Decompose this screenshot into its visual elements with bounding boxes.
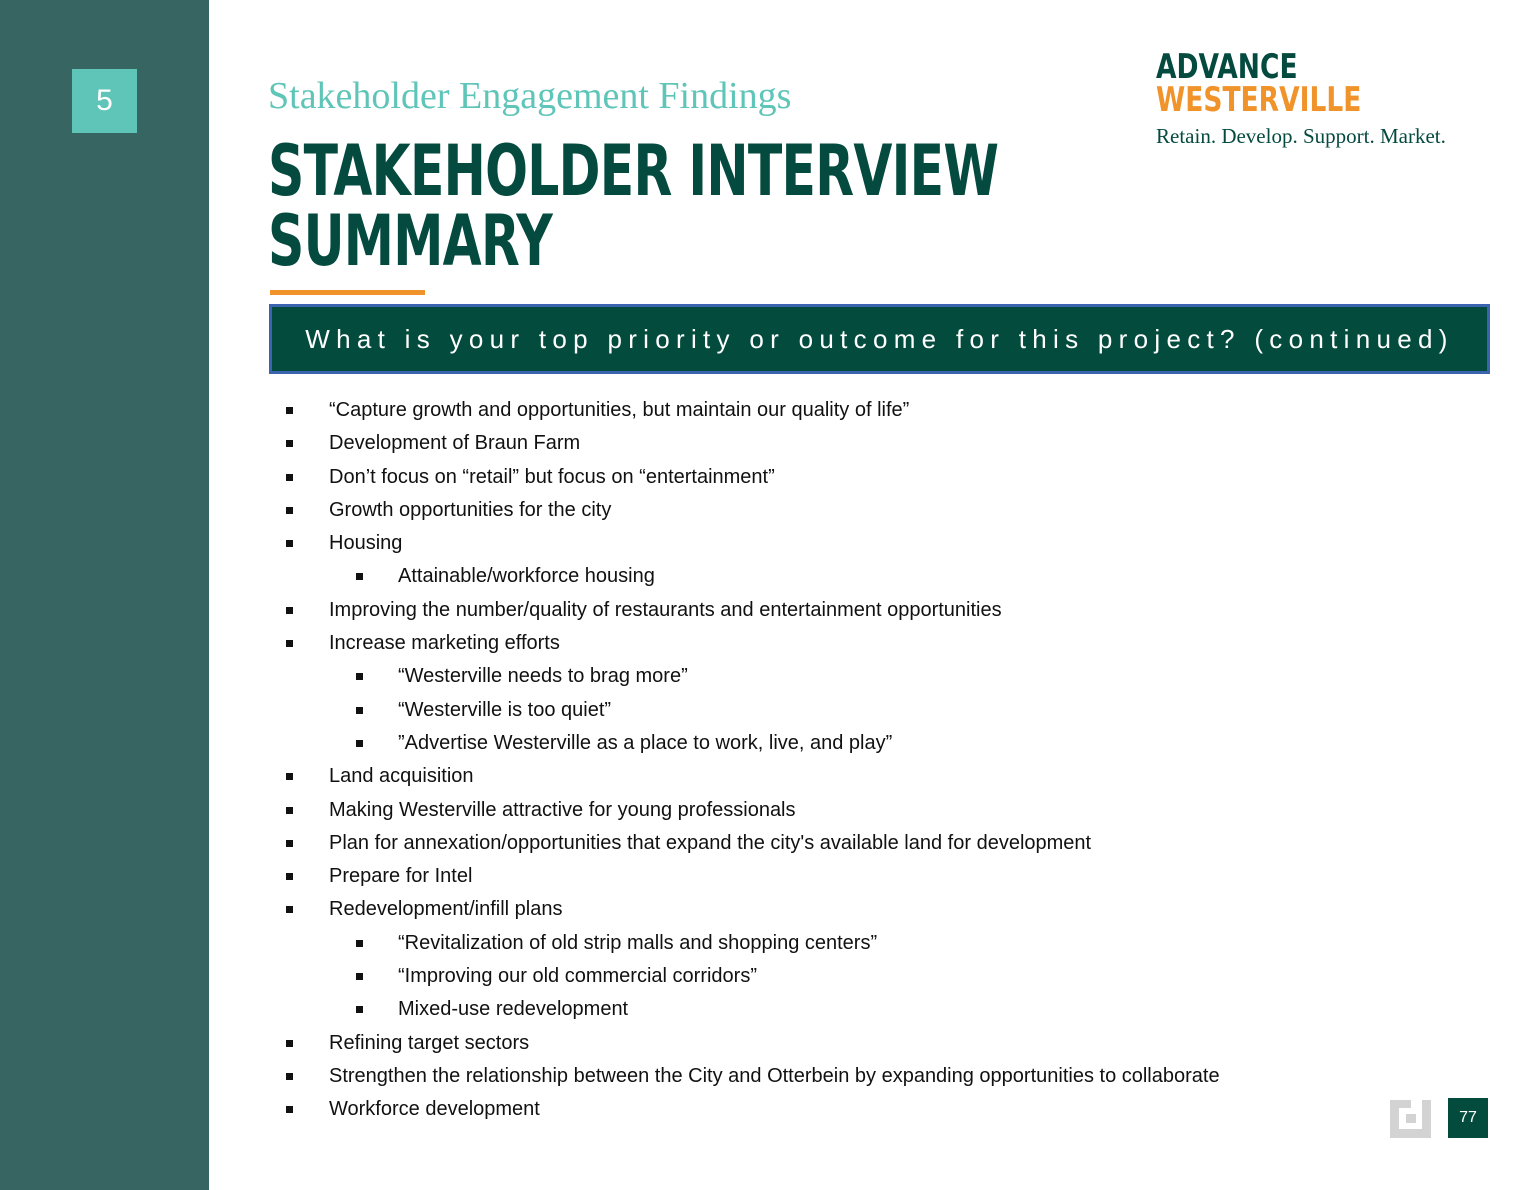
square-bullet-icon bbox=[286, 507, 293, 514]
square-bullet-icon bbox=[286, 1040, 293, 1047]
list-item-text: “Revitalization of old strip malls and shopping centers” bbox=[398, 931, 878, 954]
list-item bbox=[286, 1027, 1386, 1060]
logo-tagline: Retain. Develop. Support. Market. bbox=[1156, 124, 1446, 148]
square-bracket-logo-icon bbox=[1390, 1098, 1431, 1138]
square-bullet-icon bbox=[356, 940, 363, 947]
list-item-text: Increase marketing efforts bbox=[329, 632, 560, 655]
square-bullet-icon bbox=[356, 707, 363, 714]
square-bullet-icon bbox=[286, 474, 293, 481]
list-item-text: “Improving our old commercial corridors” bbox=[398, 965, 757, 988]
square-bullet-icon bbox=[286, 840, 293, 847]
list-item-text: Strengthen the relationship between the City and Otterbein by expanding opportunities to collaborate bbox=[329, 1064, 1220, 1087]
sub-list-item bbox=[286, 727, 1386, 760]
logo-advance: ADVANCE bbox=[1156, 47, 1298, 87]
list-item bbox=[286, 827, 1386, 860]
section-subtitle: Stakeholder Engagement Findings bbox=[268, 75, 792, 117]
square-bullet-icon bbox=[356, 740, 363, 747]
page-title bbox=[268, 130, 999, 282]
question-text: What is your top priority or outcome for this project? (continued) bbox=[305, 323, 1454, 354]
list-item-text: Improving the number/quality of restaurants and entertainment opportunities bbox=[329, 598, 1002, 621]
sub-list-item bbox=[286, 960, 1386, 993]
list-item-text: Development of Braun Farm bbox=[329, 432, 581, 455]
page-title-line-2: SUMMARY bbox=[268, 200, 553, 282]
square-bullet-icon bbox=[286, 407, 293, 414]
page-title-line-1: STAKEHOLDER INTERVIEW bbox=[268, 130, 999, 212]
list-item-text: Growth opportunities for the city bbox=[329, 498, 612, 521]
sub-list-item bbox=[286, 560, 1386, 593]
list-item-text: Attainable/workforce housing bbox=[398, 565, 655, 588]
question-banner bbox=[269, 304, 1490, 374]
list-item bbox=[286, 461, 1386, 494]
logo-westerville: WESTERVILLE bbox=[1156, 80, 1362, 120]
list-item-text: Land acquisition bbox=[329, 765, 474, 788]
list-item bbox=[286, 893, 1386, 926]
list-item-text: “Westerville needs to brag more” bbox=[398, 665, 688, 688]
list-item-text: Don’t focus on “retail” but focus on “entertainment” bbox=[329, 465, 775, 488]
square-bullet-icon bbox=[286, 873, 293, 880]
left-sidebar bbox=[0, 0, 209, 1190]
list-item-text: Workforce development bbox=[329, 1098, 540, 1121]
list-item-text: “Westerville is too quiet” bbox=[398, 698, 612, 721]
list-item-text: “Capture growth and opportunities, but maintain our quality of life” bbox=[329, 399, 910, 421]
sub-list-item bbox=[286, 927, 1386, 960]
list-item-text: Mixed-use redevelopment bbox=[398, 998, 629, 1021]
list-item-text: Housing bbox=[329, 532, 403, 555]
list-item-text: ”Advertise Westerville as a place to work, live, and play” bbox=[398, 731, 893, 754]
sub-list-item bbox=[286, 694, 1386, 727]
square-bullet-icon bbox=[286, 906, 293, 913]
list-item bbox=[286, 394, 1386, 427]
list-item bbox=[286, 794, 1386, 827]
list-item bbox=[286, 627, 1386, 660]
list-item-text: Making Westerville attractive for young professionals bbox=[329, 798, 796, 821]
square-bullet-icon bbox=[286, 440, 293, 447]
square-bullet-icon bbox=[286, 607, 293, 614]
list-item bbox=[286, 1060, 1386, 1093]
list-item bbox=[286, 760, 1386, 793]
list-item-text: Redevelopment/infill plans bbox=[329, 898, 563, 921]
page-number: 77 bbox=[1448, 1098, 1488, 1138]
square-bullet-icon bbox=[356, 1006, 363, 1013]
list-item bbox=[286, 860, 1386, 893]
list-item-text: Prepare for Intel bbox=[329, 865, 473, 888]
sub-list-item bbox=[286, 660, 1386, 693]
square-bullet-icon bbox=[286, 773, 293, 780]
bullet-list bbox=[286, 394, 1386, 1127]
list-item-text: Refining target sectors bbox=[329, 1031, 530, 1054]
list-item bbox=[286, 427, 1386, 460]
square-bullet-icon bbox=[286, 540, 293, 547]
square-bullet-icon bbox=[356, 973, 363, 980]
title-underline bbox=[270, 290, 425, 295]
square-bullet-icon bbox=[286, 1073, 293, 1080]
list-item bbox=[286, 594, 1386, 627]
list-item-text: Plan for annexation/opportunities that expand the city's available land for development bbox=[329, 831, 1092, 854]
square-bullet-icon bbox=[286, 1106, 293, 1113]
sub-list-item bbox=[286, 993, 1386, 1026]
list-item bbox=[286, 1093, 1386, 1126]
square-bullet-icon bbox=[286, 640, 293, 647]
list-item bbox=[286, 494, 1386, 527]
square-bullet-icon bbox=[286, 807, 293, 814]
list-item bbox=[286, 527, 1386, 560]
section-number-badge: 5 bbox=[72, 69, 137, 133]
square-bullet-icon bbox=[356, 573, 363, 580]
square-bullet-icon bbox=[356, 673, 363, 680]
